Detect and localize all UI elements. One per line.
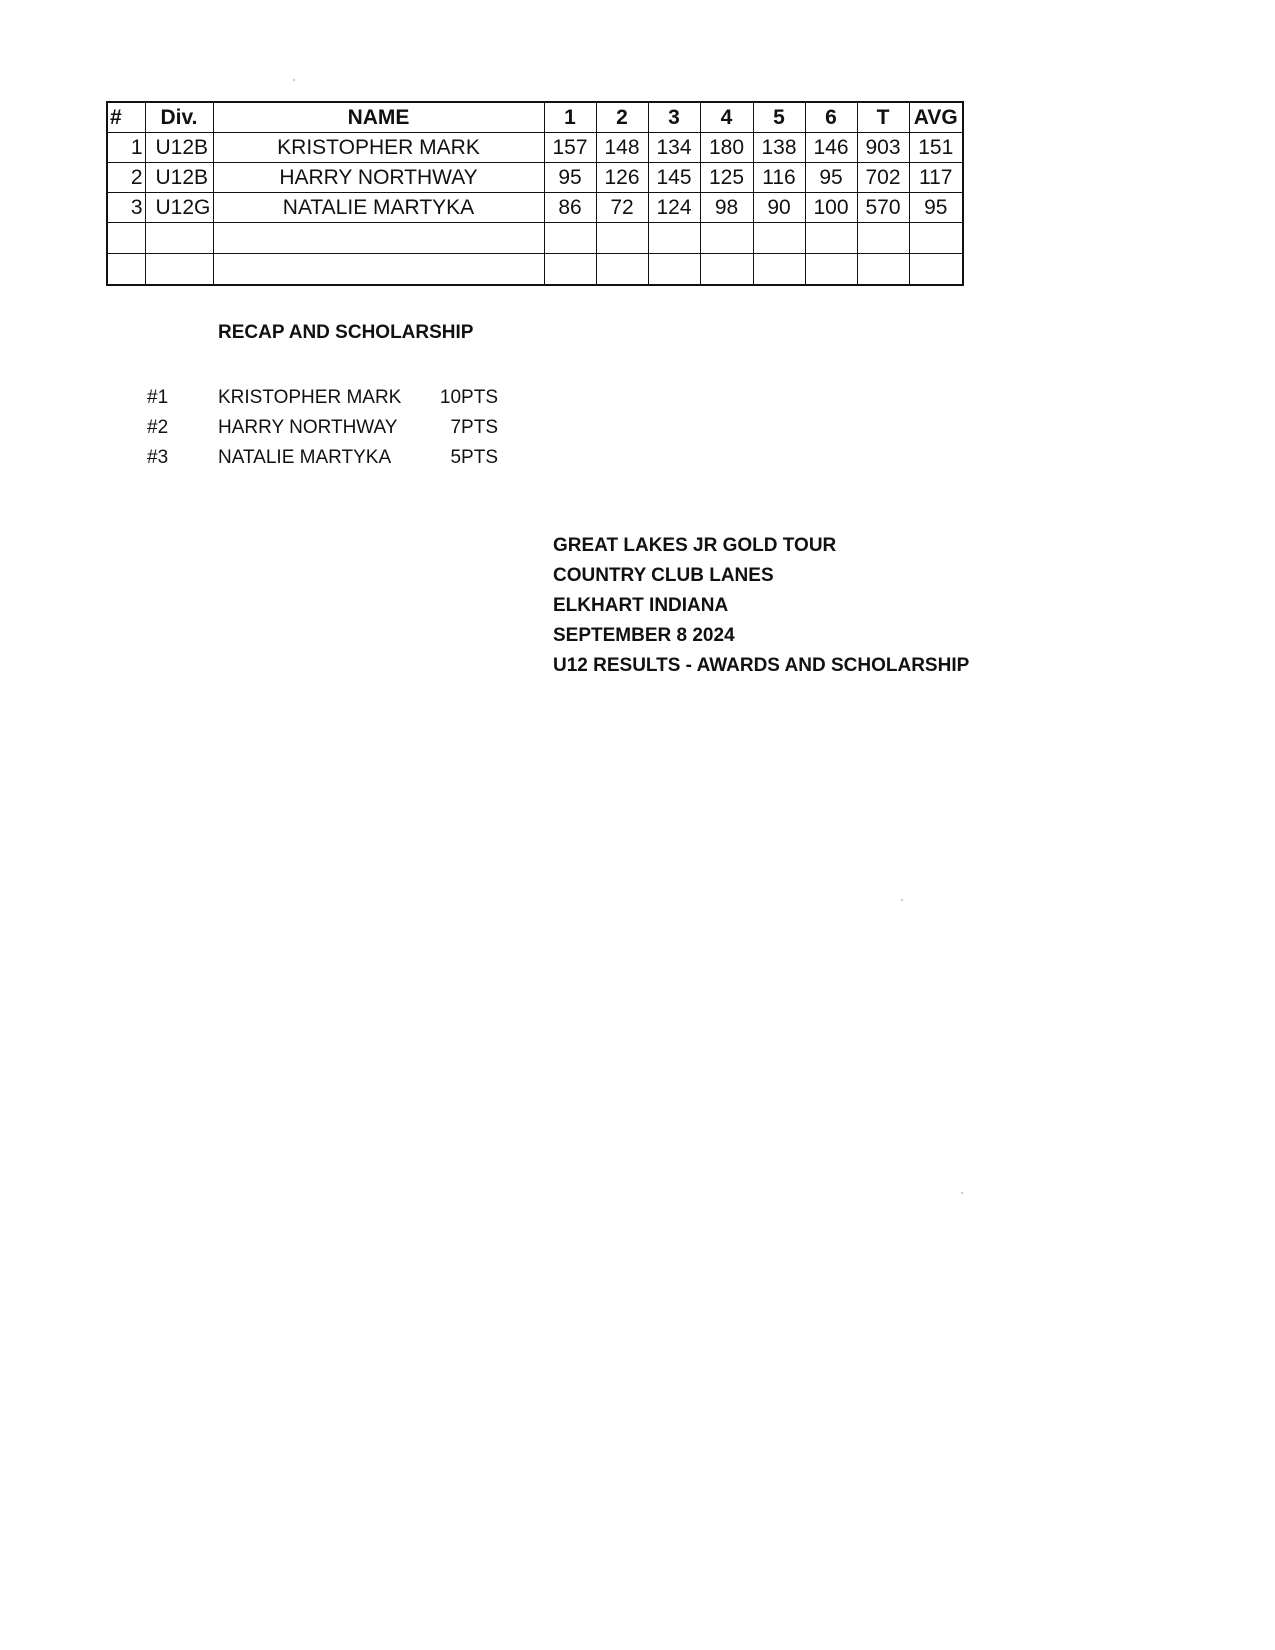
cell-total: 570 [857, 193, 909, 223]
cell-game-6: 100 [805, 193, 857, 223]
cell-name: NATALIE MARTYKA [213, 193, 544, 223]
cell-game-4: 180 [700, 133, 753, 163]
cell-division: U12G [145, 193, 213, 223]
scan-speck [961, 1192, 963, 1194]
cell-game-3: 124 [648, 193, 700, 223]
cell-division: U12B [145, 163, 213, 193]
recap-item [147, 413, 507, 443]
event-tour: GREAT LAKES JR GOLD TOUR [553, 535, 837, 556]
event-date: SEPTEMBER 8 2024 [553, 625, 735, 646]
header-game-4: 4 [700, 102, 753, 133]
cell-game-6: 146 [805, 133, 857, 163]
cell-average: 95 [909, 193, 963, 223]
recap-name: NATALIE MARTYKA [218, 447, 392, 468]
header-division: Div. [145, 102, 213, 133]
empty-table-row [107, 254, 963, 286]
empty-table-row [107, 223, 963, 254]
cell-average: 151 [909, 133, 963, 163]
recap-points: 10PTS [439, 387, 498, 408]
scan-speck [901, 899, 903, 901]
recap-item [147, 443, 507, 473]
cell-game-3: 134 [648, 133, 700, 163]
cell-total: 903 [857, 133, 909, 163]
cell-game-1: 157 [544, 133, 596, 163]
header-name: NAME [213, 102, 544, 133]
cell-game-1: 95 [544, 163, 596, 193]
cell-game-3: 145 [648, 163, 700, 193]
cell-game-5: 138 [753, 133, 805, 163]
header-game-3: 3 [648, 102, 700, 133]
event-subtitle: U12 RESULTS - AWARDS AND SCHOLARSHIP [553, 655, 970, 676]
recap-points: 7PTS [450, 417, 498, 438]
cell-game-6: 95 [805, 163, 857, 193]
cell-rank: 2 [107, 163, 145, 193]
header-game-1: 1 [544, 102, 596, 133]
recap-name: KRISTOPHER MARK [218, 387, 402, 408]
header-game-6: 6 [805, 102, 857, 133]
recap-position: #2 [147, 417, 169, 438]
header-rank: # [107, 102, 145, 133]
table-row [107, 193, 963, 223]
event-location: ELKHART INDIANA [553, 595, 729, 616]
cell-name: KRISTOPHER MARK [213, 133, 544, 163]
cell-game-1: 86 [544, 193, 596, 223]
recap-item [147, 383, 507, 413]
table-row [107, 163, 963, 193]
recap-title: RECAP AND SCHOLARSHIP [218, 322, 474, 343]
cell-name: HARRY NORTHWAY [213, 163, 544, 193]
cell-game-2: 148 [596, 133, 648, 163]
cell-rank: 1 [107, 133, 145, 163]
table-header-row [107, 102, 963, 133]
cell-total: 702 [857, 163, 909, 193]
cell-game-5: 116 [753, 163, 805, 193]
cell-division: U12B [145, 133, 213, 163]
recap-name: HARRY NORTHWAY [218, 417, 398, 438]
event-venue: COUNTRY CLUB LANES [553, 565, 774, 586]
cell-game-4: 125 [700, 163, 753, 193]
table-row [107, 133, 963, 163]
header-game-2: 2 [596, 102, 648, 133]
cell-game-4: 98 [700, 193, 753, 223]
recap-points: 5PTS [450, 447, 498, 468]
header-total: T [857, 102, 909, 133]
cell-average: 117 [909, 163, 963, 193]
recap-position: #1 [147, 387, 169, 408]
cell-rank: 3 [107, 193, 145, 223]
event-info-block [553, 531, 969, 681]
results-table [106, 101, 964, 286]
header-average: AVG [909, 102, 963, 133]
recap-position: #3 [147, 447, 169, 468]
cell-game-2: 72 [596, 193, 648, 223]
header-game-5: 5 [753, 102, 805, 133]
cell-game-5: 90 [753, 193, 805, 223]
recap-list [147, 383, 507, 473]
cell-game-2: 126 [596, 163, 648, 193]
scan-speck [293, 79, 295, 81]
